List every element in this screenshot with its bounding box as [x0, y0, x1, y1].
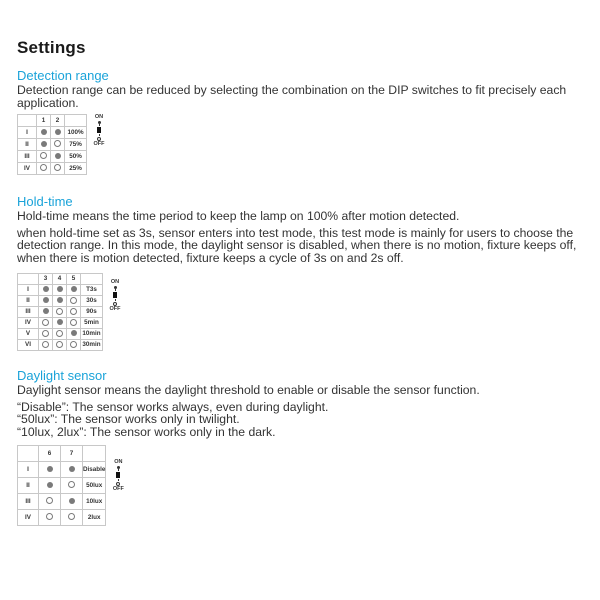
- table-row: [18, 510, 106, 526]
- table-row: [18, 329, 103, 340]
- table-row: [18, 285, 103, 296]
- row-label: IV: [18, 510, 39, 526]
- table-row: [18, 478, 106, 494]
- dip-switch-number: 7: [61, 446, 83, 462]
- empty-circle-icon: [42, 341, 49, 348]
- daylight-disable-description: “Disable”: The sensor works always, even during daylight.: [17, 399, 329, 414]
- settings-page: [17, 38, 587, 526]
- detection-dip-block: [17, 114, 587, 175]
- hold-time-dip-block: [17, 273, 587, 351]
- row-label: II: [18, 296, 39, 307]
- dip-switch-legend-icon: [111, 459, 125, 492]
- empty-circle-icon: [40, 152, 47, 159]
- row-label: I: [18, 462, 39, 478]
- filled-circle-icon: [57, 319, 63, 325]
- table-row: [18, 127, 87, 139]
- empty-circle-icon: [46, 497, 53, 504]
- empty-circle-icon: [42, 330, 49, 337]
- row-label: IV: [18, 318, 39, 329]
- empty-circle-icon: [70, 308, 77, 315]
- row-label: VI: [18, 340, 39, 351]
- filled-circle-icon: [47, 466, 53, 472]
- empty-circle-icon: [68, 513, 75, 520]
- dip-switch-number: 5: [67, 274, 81, 285]
- filled-circle-icon: [57, 297, 63, 303]
- row-label: I: [18, 285, 39, 296]
- daylight-dip-block: [17, 445, 587, 526]
- daylight-10lux-2lux-description: “10lux, 2lux”: The sensor works only in the dark.: [17, 424, 276, 439]
- detection-range-description: Detection range can be reduced by selecting the combination on the DIP switches to fit precisely each application.: [17, 83, 567, 110]
- table-row: [18, 139, 87, 151]
- filled-circle-icon: [43, 286, 49, 292]
- switch-on-label: ON: [114, 459, 123, 465]
- empty-circle-icon: [56, 308, 63, 315]
- table-row: [18, 462, 106, 478]
- dip-switch-number: 6: [39, 446, 61, 462]
- switch-on-label: ON: [94, 114, 104, 120]
- row-label: II: [18, 139, 37, 151]
- empty-circle-icon: [70, 297, 77, 304]
- page-title: Settings: [17, 38, 86, 57]
- filled-circle-icon: [55, 153, 61, 159]
- switch-on-label: ON: [110, 279, 120, 285]
- hold-time-dip-table: [17, 273, 103, 351]
- dip-switch-number: 3: [39, 274, 53, 285]
- switch-off-label: OFF: [112, 486, 124, 492]
- empty-circle-icon: [54, 164, 61, 171]
- row-value: 2lux: [83, 510, 106, 526]
- row-label: III: [18, 151, 37, 163]
- row-label: IV: [18, 163, 37, 175]
- empty-circle-icon: [70, 341, 77, 348]
- empty-circle-icon: [68, 481, 75, 488]
- filled-circle-icon: [69, 498, 75, 504]
- hold-time-description: Hold-time means the time period to keep the lamp on 100% after motion detected.: [17, 209, 460, 223]
- filled-circle-icon: [47, 482, 53, 488]
- row-label: II: [18, 478, 39, 494]
- row-value: 5min: [81, 318, 103, 329]
- detection-dip-table: [17, 114, 87, 175]
- row-value: Disable: [83, 462, 106, 478]
- filled-circle-icon: [57, 286, 63, 292]
- empty-circle-icon: [54, 140, 61, 147]
- empty-circle-icon: [56, 330, 63, 337]
- dip-switch-number: 4: [53, 274, 67, 285]
- detection-range-section: [17, 68, 587, 175]
- row-label: I: [18, 127, 37, 139]
- daylight-sensor-description: Daylight sensor means the daylight threshold to enable or disable the sensor function.: [17, 383, 480, 397]
- daylight-dip-table: [17, 445, 106, 526]
- empty-circle-icon: [56, 341, 63, 348]
- table-row: [18, 163, 87, 175]
- row-label: V: [18, 329, 39, 340]
- empty-circle-icon: [46, 513, 53, 520]
- switch-off-label: OFF: [109, 306, 121, 312]
- empty-circle-icon: [70, 319, 77, 326]
- row-value: T3s: [81, 285, 103, 296]
- row-value: 10min: [81, 329, 103, 340]
- row-value: 10lux: [83, 494, 106, 510]
- hold-time-test-mode-description: when hold-time set as 3s, sensor enters into test mode, this test mode is mainly for users to choose the detection range. In this mode, the daylight sensor is disabled, when there is no motion, fixture keeps off, when there is motion detected, fixture keeps a cycle of 3s on and 2s off.: [17, 225, 577, 265]
- dip-switch-number: 1: [37, 115, 51, 127]
- table-row: [18, 307, 103, 318]
- dip-switch-legend-icon: [92, 114, 106, 147]
- empty-circle-icon: [42, 319, 49, 326]
- row-label: III: [18, 494, 39, 510]
- daylight-sensor-section: [17, 368, 587, 526]
- row-value: 100%: [65, 127, 87, 139]
- table-row: [18, 318, 103, 329]
- row-value: 90s: [81, 307, 103, 318]
- row-label: III: [18, 307, 39, 318]
- filled-circle-icon: [55, 129, 61, 135]
- filled-circle-icon: [71, 286, 77, 292]
- dip-switch-legend-icon: [108, 279, 122, 312]
- row-value: 50%: [65, 151, 87, 163]
- filled-circle-icon: [43, 308, 49, 314]
- detection-range-heading: Detection range: [17, 68, 109, 83]
- dip-switch-number: 2: [51, 115, 65, 127]
- row-value: 50lux: [83, 478, 106, 494]
- filled-circle-icon: [41, 141, 47, 147]
- row-value: 75%: [65, 139, 87, 151]
- table-row: [18, 296, 103, 307]
- table-row: [18, 340, 103, 351]
- empty-circle-icon: [40, 164, 47, 171]
- hold-time-heading: Hold-time: [17, 194, 73, 209]
- hold-time-section: [17, 194, 587, 351]
- filled-circle-icon: [43, 297, 49, 303]
- filled-circle-icon: [69, 466, 75, 472]
- switch-off-label: OFF: [93, 141, 105, 147]
- row-value: 30min: [81, 340, 103, 351]
- filled-circle-icon: [71, 330, 77, 336]
- table-row: [18, 494, 106, 510]
- daylight-sensor-heading: Daylight sensor: [17, 368, 107, 383]
- filled-circle-icon: [41, 129, 47, 135]
- table-row: [18, 151, 87, 163]
- row-value: 25%: [65, 163, 87, 175]
- daylight-50lux-description: “50lux”: The sensor works only in twilight.: [17, 412, 240, 426]
- row-value: 30s: [81, 296, 103, 307]
